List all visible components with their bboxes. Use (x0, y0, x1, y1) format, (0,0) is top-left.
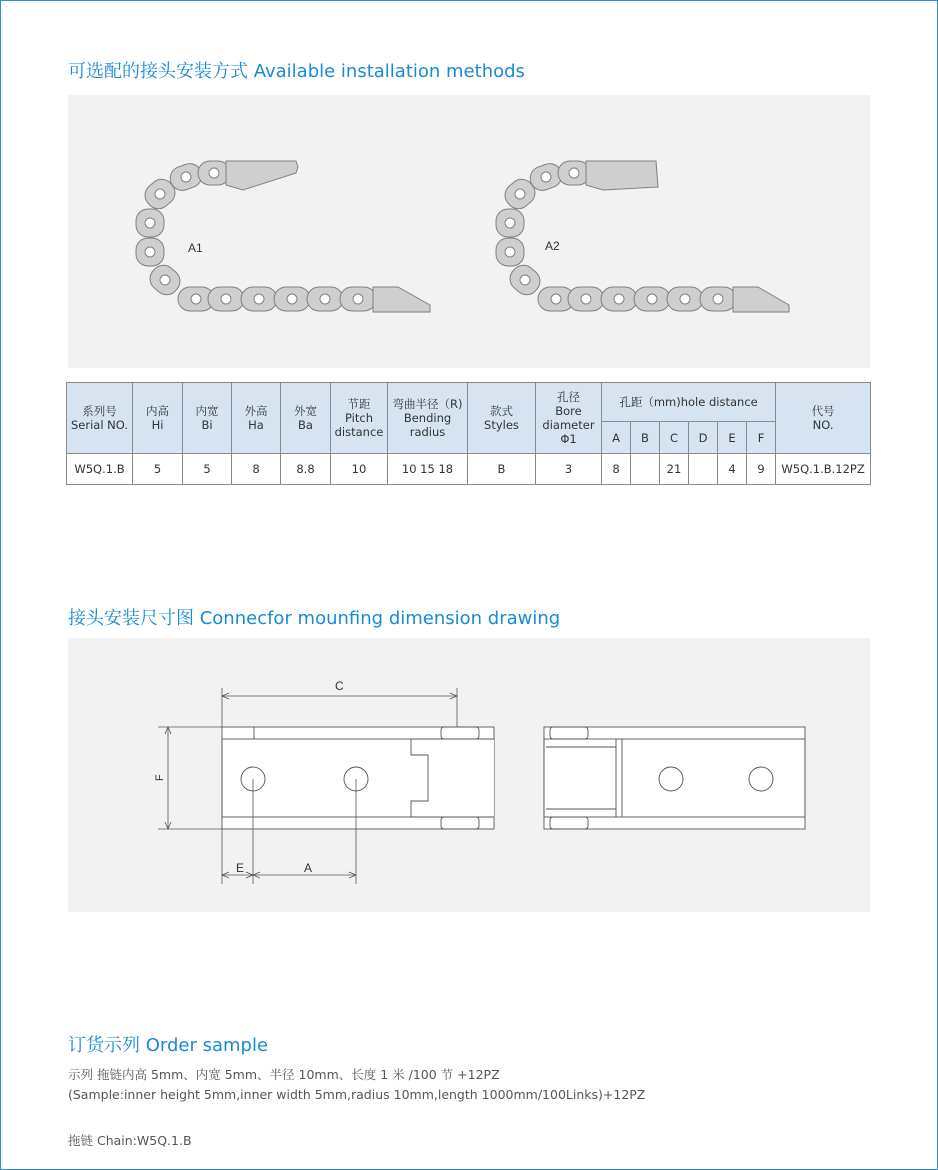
th-hi: 内高 Hi (133, 383, 183, 454)
th-bending: 弯曲半径（R) Bending radius (388, 383, 468, 454)
spec-table (66, 382, 871, 485)
order-title: 订货示列 Order sample (68, 1035, 269, 1056)
cell-bending: 10 15 18 (388, 454, 468, 485)
cell-hole-d (689, 454, 718, 485)
th-hole-e: E (718, 422, 747, 454)
order-line-2: (Sample:inner height 5mm,inner width 5mm,radius 10mm,length 1000mm/100Links)+12PZ (68, 1087, 646, 1102)
cell-code: W5Q.1.B.12PZ (776, 454, 871, 485)
th-hole-b: B (631, 422, 660, 454)
th-bore: 孔径 Bore diameter Φ1 (536, 383, 602, 454)
cell-styles: B (468, 454, 536, 485)
label-dim-a: A (304, 861, 313, 875)
cell-hole-c: 21 (660, 454, 689, 485)
installation-diagram-panel (68, 95, 870, 368)
order-line-1: 示列 拖链内高 5mm、内宽 5mm、半径 10mm、长度 1 米 /100 节 +12PZ (68, 1067, 500, 1082)
order-line-3: 拖链 Chain:W5Q.1.B (68, 1133, 192, 1148)
cell-serial: W5Q.1.B (67, 454, 133, 485)
table-row (67, 454, 871, 485)
label-a2: A2 (545, 239, 560, 253)
label-a1: A1 (188, 241, 203, 255)
th-serial: 系列号 Serial NO. (67, 383, 133, 454)
th-hole-d: D (689, 422, 718, 454)
th-hole-distance: 孔距（mm)hole distance (602, 383, 776, 422)
cell-hole-f: 9 (747, 454, 776, 485)
cell-hole-a: 8 (602, 454, 631, 485)
th-styles: 款式 Styles (468, 383, 536, 454)
th-pitch: 节距 Pitch distance (331, 383, 388, 454)
th-ba: 外宽 Ba (281, 383, 331, 454)
cell-hole-e: 4 (718, 454, 747, 485)
th-code: 代号 NO. (776, 383, 871, 454)
label-dim-f: F (154, 774, 166, 781)
label-dim-c: C (335, 679, 344, 693)
label-dim-e: E (236, 861, 245, 875)
installation-title: 可选配的接头安装方式 Available installation methods (68, 61, 525, 82)
cell-hi: 5 (133, 454, 183, 485)
drawing-title: 接头安装尺寸图 Connecfor mounfing dimension drawing (68, 608, 561, 629)
installation-diagram (68, 95, 870, 368)
th-ha: 外高 Ha (232, 383, 281, 454)
dimension-drawing (68, 638, 870, 912)
th-bi: 内宽 Bi (183, 383, 232, 454)
cell-bi: 5 (183, 454, 232, 485)
th-hole-a: A (602, 422, 631, 454)
cell-ha: 8 (232, 454, 281, 485)
th-hole-c: C (660, 422, 689, 454)
dimension-drawing-panel (68, 638, 870, 912)
cell-ba: 8.8 (281, 454, 331, 485)
cell-bore: 3 (536, 454, 602, 485)
cell-hole-b (631, 454, 660, 485)
cell-pitch: 10 (331, 454, 388, 485)
th-hole-f: F (747, 422, 776, 454)
